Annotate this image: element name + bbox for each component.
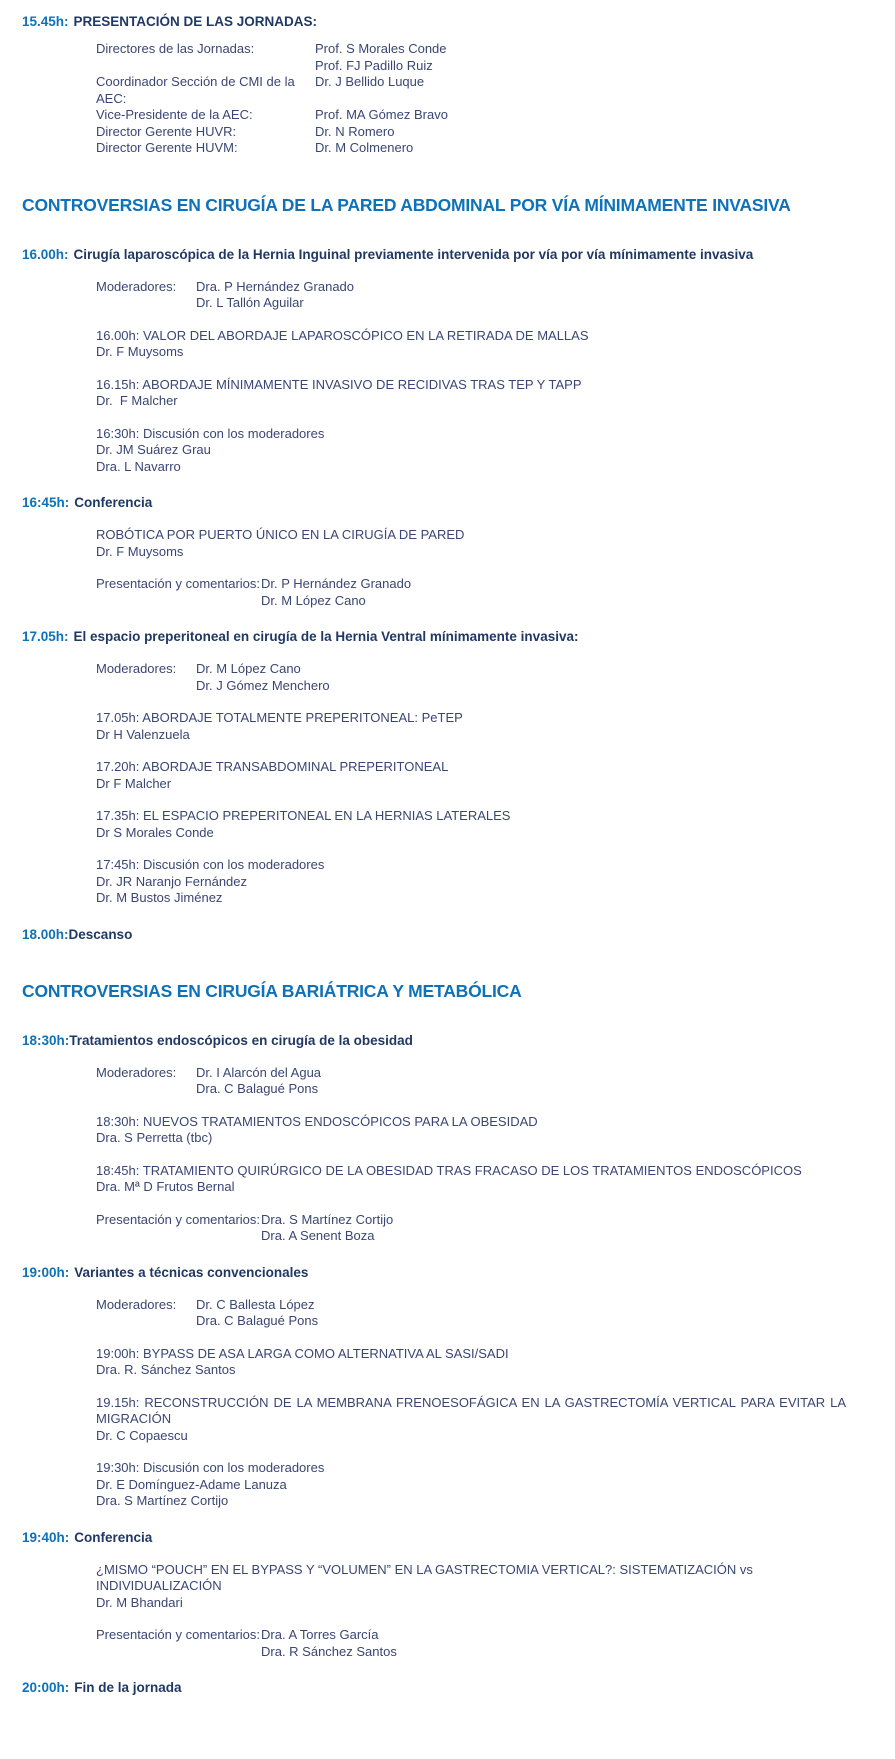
names-column — [261, 1212, 393, 1245]
speaker-name: Dr. C Copaescu — [96, 1427, 188, 1443]
credits-label: Director Gerente HUVR: — [96, 123, 237, 139]
speaker-name: Dra. S Martínez Cortijo — [96, 1493, 229, 1508]
credits-names — [315, 140, 413, 157]
person-name: Dra. C Balagué Pons — [196, 1081, 319, 1096]
presenters-block — [96, 576, 850, 609]
event-line — [22, 628, 850, 645]
speaker-name: Dr. F Malcher — [96, 393, 178, 408]
credits-row — [96, 107, 850, 124]
talk-line: 17:45h: Discusión con los moderadores — [96, 857, 325, 872]
talk-line: ROBÓTICA POR PUERTO ÚNICO EN LA CIRUGÍA DE PARED — [96, 527, 465, 542]
speaker-name: Dr. M Bhandari — [96, 1594, 183, 1610]
speaker-name: Dr. JR Naranjo Fernández — [96, 873, 248, 889]
event-line — [22, 13, 850, 30]
event-title: Conferencia — [74, 495, 153, 510]
person-name: Dr. J Gómez Menchero — [196, 677, 330, 693]
credits-label: Coordinador Sección de CMI de la AEC: — [96, 74, 295, 106]
talk-block — [96, 808, 850, 841]
talk-block — [96, 377, 850, 410]
moderators-block — [96, 1065, 850, 1098]
talk-line: 16.00h: VALOR DEL ABORDAJE LAPAROSCÓPICO EN LA RETIRADA DE MALLAS — [96, 327, 589, 343]
credits-label: Vice-Presidente de la AEC: — [96, 107, 253, 122]
talk-line: 18:45h: TRATAMIENTO QUIRÚRGICO DE LA OBESIDAD TRAS FRACASO DE LOS TRATAMIENTOS ENDOSCÓPICOS — [96, 1162, 802, 1178]
section-header: CONTROVERSIAS EN CIRUGÍA DE LA PARED ABDOMINAL POR VÍA MÍNIMAMENTE INVASIVA — [22, 194, 791, 215]
names-column — [196, 1297, 318, 1330]
person-name: Dra. C Balagué Pons — [196, 1313, 319, 1328]
person-name: Dra. P Hernández Granado — [196, 278, 355, 294]
talk-block — [96, 1163, 850, 1196]
names-column — [196, 1065, 321, 1098]
moderators-block — [96, 1297, 850, 1330]
speaker-name: Dr. F Muysoms — [96, 344, 184, 359]
names-column — [261, 576, 411, 609]
event-time: 19:00h: — [22, 1264, 70, 1280]
presenters-label: Presentación y comentarios: — [96, 1211, 261, 1227]
credits-names — [315, 74, 424, 107]
credits-row — [96, 124, 850, 141]
credits-row — [96, 74, 850, 107]
event-title: Descanso — [68, 926, 133, 942]
speaker-name: Dra. R. Sánchez Santos — [96, 1362, 236, 1377]
person-name: Dr. N Romero — [315, 123, 395, 139]
event-title: Conferencia — [74, 1529, 153, 1545]
talk-line: 17.05h: ABORDAJE TOTALMENTE PREPERITONEAL: PeTEP — [96, 710, 463, 725]
speaker-name: Dr. E Domínguez-Adame Lanuza — [96, 1476, 287, 1492]
event-time: 18.00h: — [22, 926, 69, 942]
credits-names — [315, 124, 394, 141]
event-title: Tratamientos endoscópicos en cirugía de la obesidad — [69, 1032, 413, 1048]
speaker-name: Dr. F Muysoms — [96, 543, 184, 559]
event-time: 20:00h: — [22, 1680, 70, 1695]
credits-row — [96, 41, 850, 74]
event-line — [22, 1032, 850, 1049]
person-name: Dr. J Bellido Luque — [315, 74, 425, 89]
person-name: Dr. M Colmenero — [315, 140, 414, 155]
talk-block — [96, 1346, 850, 1379]
speaker-name: Dra. S Perretta (tbc) — [96, 1130, 213, 1145]
talk-line: ¿MISMO “POUCH” EN EL BYPASS Y “VOLUMEN” EN LA GASTRECTOMIA VERTICAL?: SISTEMATIZACIÓN vs — [96, 1561, 753, 1577]
presenters-label: Presentación y comentarios: — [96, 1627, 261, 1642]
person-name: Dra. A Torres García — [261, 1627, 379, 1642]
moderators-label: Moderadores: — [96, 1296, 177, 1312]
talk-block — [96, 527, 850, 560]
event-line — [22, 926, 850, 943]
talk-block — [96, 710, 850, 743]
person-name: Prof. FJ Padillo Ruiz — [315, 57, 433, 73]
names-column — [196, 661, 330, 694]
credits-names — [315, 41, 447, 74]
person-name: Dr. M López Cano — [196, 661, 301, 676]
talk-line: 17.35h: EL ESPACIO PREPERITONEAL EN LA HERNIAS LATERALES — [96, 808, 511, 823]
talk-block — [96, 1114, 850, 1147]
talk-line: 19:00h: BYPASS DE ASA LARGA COMO ALTERNATIVA AL SASI/SADI — [96, 1345, 509, 1361]
talk-line: MIGRACIÓN — [96, 1411, 172, 1426]
person-name: Prof. MA Gómez Bravo — [315, 107, 448, 122]
section-header: CONTROVERSIAS EN CIRUGÍA BARIÁTRICA Y METABÓLICA — [22, 980, 522, 1001]
credits-block — [96, 41, 850, 157]
moderators-label: Moderadores: — [96, 661, 177, 676]
talk-block — [96, 1460, 850, 1510]
person-name: Dr. P Hernández Granado — [261, 576, 412, 591]
talk-line: 18:30h: NUEVOS TRATAMIENTOS ENDOSCÓPICOS PARA LA OBESIDAD — [96, 1113, 538, 1129]
moderators-block — [96, 661, 850, 694]
speaker-name: Dr. JM Suárez Grau — [96, 442, 211, 457]
speaker-name: Dr F Malcher — [96, 775, 172, 791]
event-time: 16:45h: — [22, 495, 70, 510]
talk-block — [96, 759, 850, 792]
event-title: El espacio preperitoneal en cirugía de la Hernia Ventral mínimamente invasiva: — [73, 629, 579, 644]
event-line — [22, 1264, 850, 1281]
talk-line: 16:30h: Discusión con los moderadores — [96, 425, 325, 441]
names-column — [196, 279, 354, 312]
event-line — [22, 494, 850, 511]
event-title: Fin de la jornada — [74, 1680, 182, 1695]
talk-block — [96, 1395, 846, 1445]
credits-label: Directores de las Jornadas: — [96, 41, 255, 56]
person-name: Dra. R Sánchez Santos — [261, 1643, 397, 1659]
talk-block — [96, 1562, 850, 1612]
moderators-label: Moderadores: — [96, 1064, 177, 1080]
credits-row — [96, 140, 850, 157]
names-column — [261, 1627, 397, 1660]
event-line — [22, 1679, 850, 1696]
talk-line: 19:30h: Discusión con los moderadores — [96, 1460, 325, 1475]
speaker-name: Dr S Morales Conde — [96, 824, 214, 840]
event-time: 15.45h: — [22, 14, 69, 29]
person-name: Dra. S Martínez Cortijo — [261, 1211, 394, 1227]
credits-label: Director Gerente HUVM: — [96, 140, 238, 155]
speaker-name: Dr. M Bustos Jiménez — [96, 890, 223, 905]
speaker-name: Dra. Mª D Frutos Bernal — [96, 1179, 235, 1194]
event-line — [22, 246, 850, 263]
person-name: Prof. S Morales Conde — [315, 41, 447, 56]
talk-line: 16.15h: ABORDAJE MÍNIMAMENTE INVASIVO DE RECIDIVAS TRAS TEP Y TAPP — [96, 376, 582, 392]
talk-block — [96, 426, 850, 476]
speaker-name: Dr H Valenzuela — [96, 726, 190, 742]
event-time: 19:40h: — [22, 1529, 70, 1545]
event-title: Cirugía laparoscópica de la Hernia Inguinal previamente intervenida por vía por vía mínimamente invasiva — [73, 246, 754, 262]
credits-names — [315, 107, 448, 124]
event-line — [22, 1529, 850, 1546]
talk-block — [96, 857, 850, 907]
event-title: Variantes a técnicas convencionales — [74, 1264, 309, 1280]
person-name: Dr. C Ballesta López — [196, 1296, 315, 1312]
event-title: PRESENTACIÓN DE LAS JORNADAS: — [73, 14, 318, 29]
talk-line: INDIVIDUALIZACIÓN — [96, 1578, 222, 1593]
person-name: Dr. I Alarcón del Agua — [196, 1064, 322, 1080]
person-name: Dra. A Senent Boza — [261, 1228, 375, 1243]
moderators-block — [96, 279, 850, 312]
presenters-label: Presentación y comentarios: — [96, 576, 261, 591]
moderators-label: Moderadores: — [96, 278, 177, 294]
event-time: 16.00h: — [22, 246, 69, 262]
event-time: 18:30h: — [22, 1032, 70, 1048]
talk-line: 17.20h: ABORDAJE TRANSABDOMINAL PREPERITONEAL — [96, 759, 449, 774]
event-time: 17.05h: — [22, 629, 69, 644]
presenters-block — [96, 1627, 850, 1660]
person-name: Dr. M López Cano — [261, 592, 366, 608]
person-name: Dr. L Tallón Aguilar — [196, 295, 304, 310]
speaker-name: Dra. L Navarro — [96, 458, 181, 474]
talk-line: 19.15h: RECONSTRUCCIÓN DE LA MEMBRANA FRENOESOFÁGICA EN LA GASTRECTOMÍA VERTICAL PARA EVITAR LA — [96, 1394, 846, 1410]
talk-block — [96, 328, 850, 361]
presenters-block — [96, 1212, 850, 1245]
